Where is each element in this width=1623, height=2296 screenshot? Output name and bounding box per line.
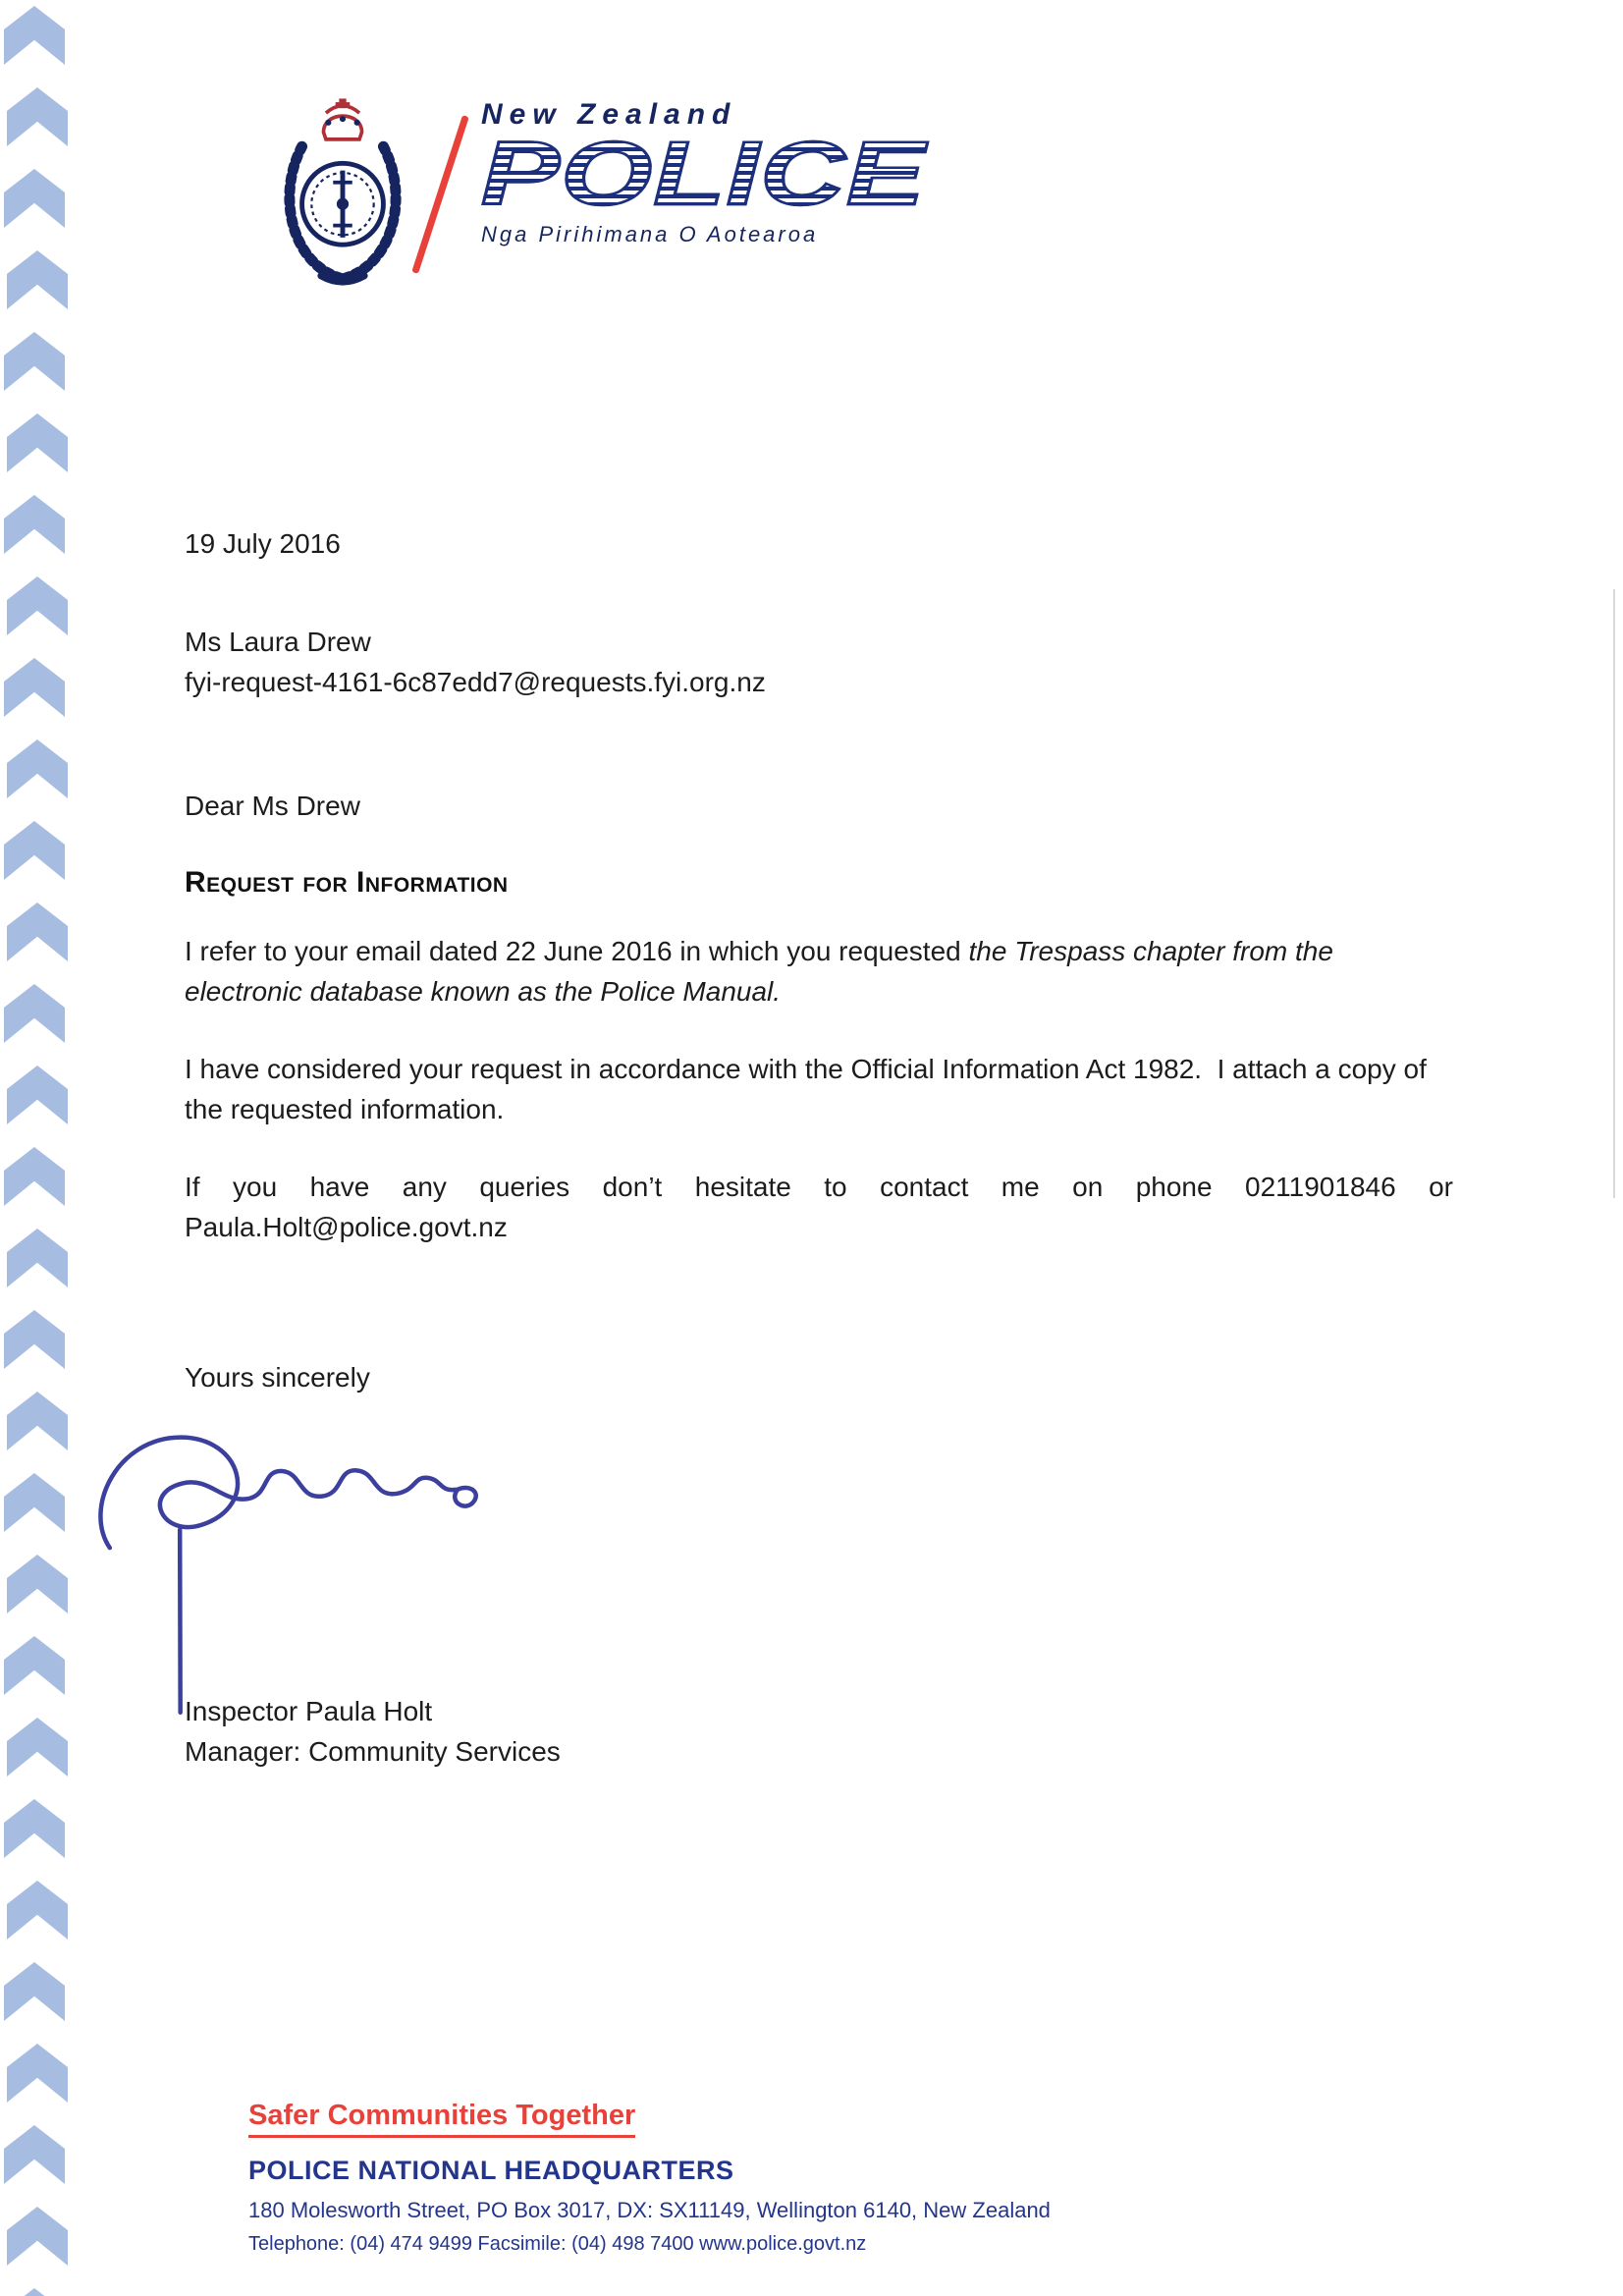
chevron-decoration [7, 250, 68, 309]
chevron-decoration [7, 87, 68, 146]
subject-heading: Request for Information [185, 866, 509, 899]
chevron-decoration [7, 739, 68, 798]
chevron-strip [0, 0, 88, 2296]
footer-org-name: POLICE NATIONAL HEADQUARTERS [248, 2156, 734, 2185]
chevron-decoration [7, 902, 68, 961]
nz-police-logo [270, 94, 927, 301]
logo-police-wordmark: POLICE [481, 124, 927, 224]
signature-ink [94, 1393, 585, 1717]
paragraph-1-normal: I refer to your email dated 22 June 2016 in which you requested [185, 936, 969, 966]
logo-country-text: New Zealand [481, 98, 737, 131]
chevron-decoration [4, 6, 65, 65]
chevron-decoration [7, 413, 68, 472]
footer-contact: Telephone: (04) 474 9499 Facsimile: (04) 498 7400 www.police.govt.nz [248, 2233, 867, 2255]
chevron-decoration [7, 576, 68, 635]
chevron-decoration [4, 984, 65, 1043]
letter-date: 19 July 2016 [185, 528, 341, 559]
chevron-decoration [7, 1066, 68, 1124]
scan-artifact-line [1613, 589, 1615, 1198]
chevron-decoration [4, 1310, 65, 1369]
chevron-decoration [7, 2044, 68, 2103]
footer-slogan: Safer Communities Together [248, 2100, 635, 2138]
chevron-decoration [4, 1962, 65, 2021]
paragraph-1-italic: the Trespass chapter from the electronic database known as the Police Manual. [185, 936, 1333, 1007]
recipient-name: Ms Laura Drew [185, 627, 371, 657]
recipient-email: fyi-request-4161-6c87edd7@requests.fyi.org.nz [185, 667, 766, 697]
paragraph-3: If you have any queries don’t hesitate to contact me on phone 0211901846 or Paula.Holt@police.govt.nz [185, 1172, 1453, 1242]
chevron-decoration [4, 2125, 65, 2184]
chevron-decoration [7, 2207, 68, 2266]
closing: Yours sincerely [185, 1362, 370, 1393]
chevron-decoration [4, 658, 65, 717]
chevron-decoration [4, 821, 65, 880]
logo-maori-text: Nga Pirihimana O Aotearoa [481, 222, 819, 246]
chevron-decoration [7, 1555, 68, 1613]
chevron-decoration [7, 1881, 68, 1940]
paragraph-2: I have considered your request in accordance with the Official Information Act 1982. I attach a copy of the requested information. [185, 1054, 1434, 1124]
paragraph-1 [185, 931, 1453, 1011]
police-crest-icon [270, 96, 415, 288]
signatory-name: Inspector Paula Holt [185, 1696, 433, 1726]
signatory-title: Manager: Community Services [185, 1736, 561, 1767]
chevron-decoration [4, 332, 65, 391]
chevron-decoration [4, 495, 65, 554]
footer-address: 180 Molesworth Street, PO Box 3017, DX: SX11149, Wellington 6140, New Zealand [248, 2198, 1051, 2222]
signatory-block [185, 1691, 561, 1772]
chevron-decoration [7, 1229, 68, 1287]
chevron-decoration [4, 169, 65, 228]
recipient-block [185, 622, 766, 702]
chevron-decoration [7, 1718, 68, 1777]
chevron-decoration [7, 1392, 68, 1450]
footer [248, 2100, 1051, 2256]
chevron-decoration [4, 1636, 65, 1695]
chevron-decoration [4, 1147, 65, 1206]
logo-red-slash [411, 115, 469, 274]
logo-text [481, 98, 927, 247]
chevron-decoration [4, 1473, 65, 1532]
chevron-decoration [4, 2288, 65, 2296]
salutation: Dear Ms Drew [185, 791, 360, 821]
chevron-decoration [4, 1799, 65, 1858]
